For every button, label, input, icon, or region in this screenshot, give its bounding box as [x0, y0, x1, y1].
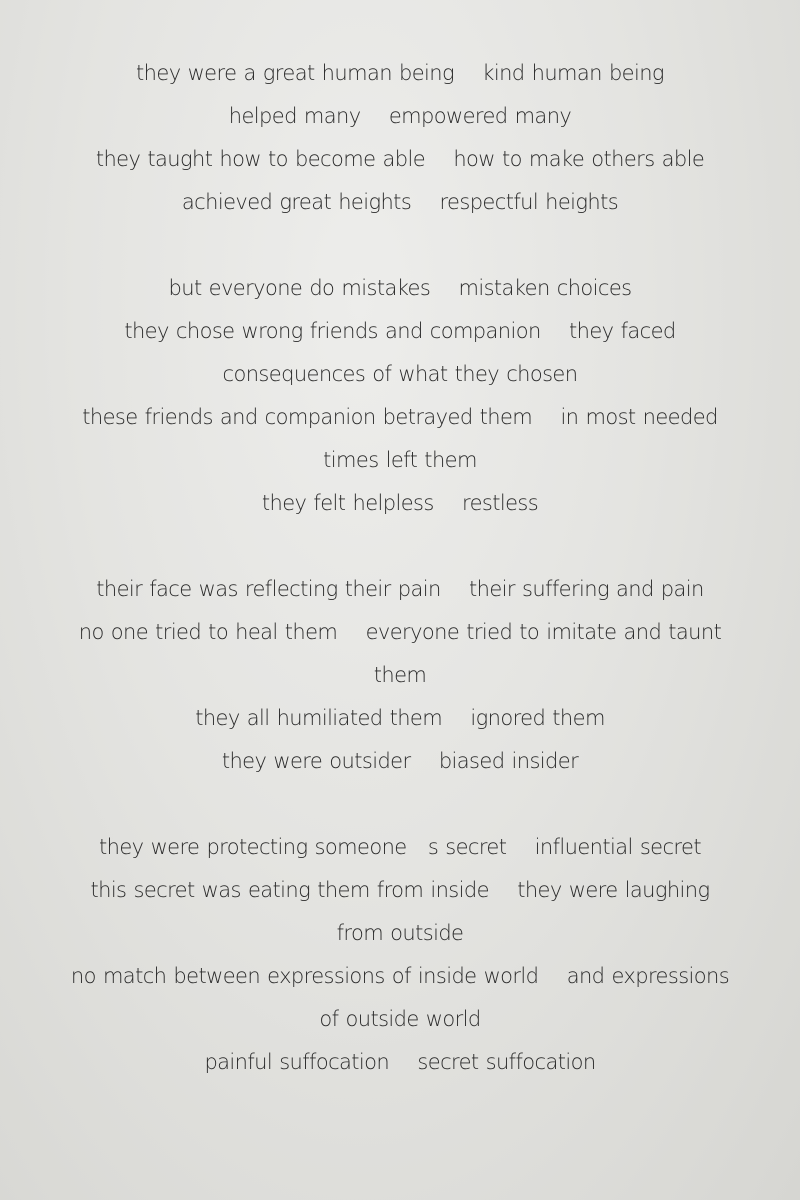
poem-line: achieved great heights respectful heights: [181, 190, 619, 214]
poem-line: no one tried to heal them everyone tried to imitate and taunt them: [78, 620, 729, 687]
poem-line: but everyone do mistakes mistaken choices: [168, 276, 632, 300]
poem-body: [70, 52, 737, 1084]
stanza-4: [70, 826, 737, 1084]
poem-line: they were protecting someone s secret influential secret: [99, 835, 701, 859]
poem-line: this secret was eating them from inside they were laughing from outside: [90, 878, 717, 945]
stanza-3: [70, 568, 730, 783]
stanza-2: [70, 267, 730, 525]
stanza-1: [70, 52, 730, 224]
poem-line: painful suffocation secret suffocation: [204, 1050, 596, 1074]
poem-line: they all humiliated them ignored them: [195, 706, 605, 730]
poem-line: they chose wrong friends and companion they faced consequences of what they chosen: [124, 319, 683, 386]
poem-line: their face was reflecting their pain their suffering and pain: [96, 577, 704, 601]
poem-line: they taught how to become able how to make others able: [95, 147, 705, 171]
poem-line: they were a great human being kind human being: [136, 61, 664, 85]
poem-line: no match between expressions of inside world and expressions of outside world: [70, 964, 737, 1031]
poem-line: they were outsider biased insider: [221, 749, 579, 773]
poem-line: these friends and companion betrayed them in most needed times left them: [82, 405, 725, 472]
poem-line: they felt helpless restless: [261, 491, 539, 515]
poem-line: helped many empowered many: [228, 104, 572, 128]
